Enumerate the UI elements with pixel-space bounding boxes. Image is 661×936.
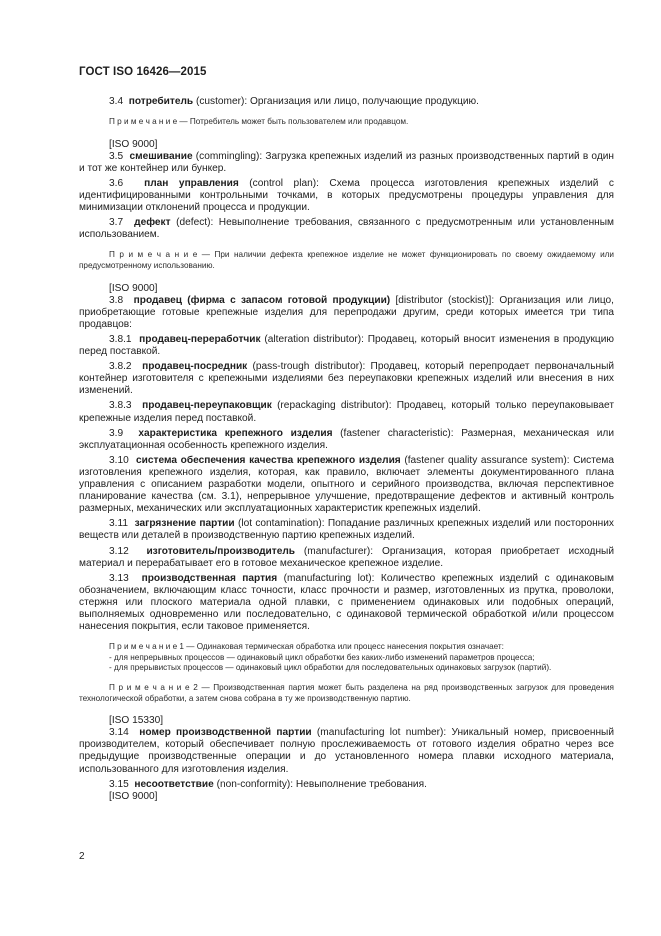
term-definition: (alteration distributor): Продавец, который вносит изменения в продукцию перед поставкой. [79, 334, 614, 358]
term-number: 3.14 [109, 727, 129, 739]
term-3-8-2 [79, 361, 614, 397]
reference: [ISO 9000] [109, 282, 158, 294]
term-definition: (lot contamination): Попадание различных крепежных изделий или посторонних веществ или деталей в производственную партию крепежных изделий. [79, 518, 614, 542]
document-body [79, 96, 614, 803]
term-title: план управления [144, 177, 239, 189]
term-title: продавец-переработчик [139, 334, 261, 345]
term-definition: (manufacturing lot): Количество крепежных изделий с одинаковым обозначением, включающим класс точности, класс прочности и размер, изготовленных из прутка, проволоки, стержня или плоского материала одной плавки, с применением одинаковых или подобных операций, выполняемых одновременно или последовательно, с одинаковой термической обработкой и/или процессом нанесения покрытия, если таковое применяется. [79, 572, 614, 633]
term-3-7 [79, 217, 614, 241]
term-title: система обеспечения качества крепежного изделия [136, 454, 401, 466]
term-definition: (defect): Невыполнение требования, связанного с предусмотренным или установленным использованием. [79, 217, 614, 241]
term-definition: (fastener quality assurance system): Система изготовления крепежного изделия, которая, как правило, включает элементы документированного плана управления с описанием разработки модели, опытного и серийного производства, включая перспективное планирование качества (см. 3.1), непрерывное улучшение, предотвращение дефектов и активный контроль размерных, механических или эксплуатационных характеристик крепежных изделий. [79, 454, 614, 515]
term-title: изготовитель/производитель [146, 545, 296, 557]
term-number: 3.8.3 [109, 400, 132, 412]
term-title: загрязнение партии [134, 518, 235, 530]
term-3-12 [79, 546, 614, 570]
term-title: продавец-посредник [142, 361, 248, 373]
term-3-8-1 [79, 334, 614, 358]
term-title: номер производственной партии [139, 727, 312, 739]
term-3-9 [79, 428, 614, 452]
term-definition: (non-conformity): Невыполнение требования. [213, 778, 427, 790]
term-3-10 [79, 455, 614, 515]
term-definition: (manufacturing lot number): Уникальный номер, присвоенный производителем, который обеспечивает полную прослеживаемость от готового изделия обратно через все предыдущие производственные операции и до установленного номера плавки исходного материала, использованного для изготовления изделия. [79, 727, 614, 775]
term-3-4 [79, 96, 614, 108]
term-number: 3.8 [109, 294, 124, 306]
term-3-8-3 [79, 400, 614, 424]
term-definition: (commingling): Загрузка крепежных изделий из разных производственных партий в один и тот же контейнер или бункер. [79, 150, 614, 174]
term-definition: (customer): Организация или лицо, получающие продукцию. [193, 96, 479, 107]
term-title: продавец (фирма с запасом готовой продукции) [133, 294, 391, 306]
note-3-4: П р и м е ч а н и е — Потребитель может быть пользователем или продавцом. [109, 117, 409, 127]
term-title: несоответствие [134, 778, 214, 790]
term-title: продавец-переупаковщик [142, 400, 272, 412]
term-number: 3.8.2 [109, 361, 132, 373]
note-3-13-1-item: - для прерывистых процессов — одинаковый цикл обработки для последовательных одинаковых загрузок (партий). [109, 663, 552, 673]
term-definition: (fastener characteristic): Размерная, механическая или эксплуатационная особенность крепежного изделия. [79, 427, 614, 451]
term-number: 3.11 [109, 518, 128, 530]
term-title: характеристика крепежного изделия [138, 427, 333, 439]
note-3-13-2: П р и м е ч а н и е 2 — Производственная партия может быть разделена на ряд производственных загрузок для проведения технологической обработки, а затем снова собрана в ту же производственную партию. [79, 682, 614, 703]
term-number: 3.6 [109, 177, 124, 189]
reference: [ISO 9000] [109, 138, 158, 150]
term-definition: (manufacturer): Организация, которая приобретает исходный материал и перерабатывает его в готовое механическое крепежное изделие. [79, 545, 614, 569]
term-number: 3.7 [109, 217, 124, 229]
term-number: 3.4 [109, 96, 124, 107]
term-title: потребитель [128, 96, 194, 107]
term-3-15 [79, 779, 614, 791]
term-3-5 [79, 151, 614, 175]
page-number: 2 [79, 851, 85, 862]
term-number: 3.9 [109, 427, 124, 439]
note-3-13-1: П р и м е ч а н и е 1 — Одинаковая термическая обработка или процесс нанесения покрытия означает: [109, 642, 504, 652]
term-title: дефект [134, 217, 171, 229]
term-title: смешивание [129, 150, 193, 162]
term-title: производственная партия [141, 572, 278, 584]
term-definition: [distributor (stockist)]: Организация или лицо, приобретающие готовые крепежные изделия для перепродажи другим, среди которых имеется три типа продавцов: [79, 294, 614, 330]
term-definition: (pass-trough distributor): Продавец, который перепродает первоначальный контейнер изготовителя с крепежными изделиями без переупаковки крепежных изделий или внесения в них изменений. [79, 361, 614, 397]
note-3-13-1-item: - для непрерывных процессов — одинаковый цикл обработки без каких-либо изменений параметров процесса; [109, 652, 535, 662]
term-definition: (control plan): Схема процесса изготовления крепежных изделий с идентифицированными контрольными точками, в которых предусмотрены процедуры управления для минимизации отклонений процесса и продукции. [79, 177, 614, 214]
term-number: 3.12 [109, 545, 129, 557]
reference: [ISO 15330] [109, 715, 164, 727]
term-number: 3.15 [109, 778, 129, 790]
term-3-14 [79, 727, 614, 775]
term-definition: (repackaging distributor): Продавец, который только переупаковывает крепежные изделия перед поставкой. [79, 400, 614, 424]
term-number: 3.10 [109, 454, 129, 466]
term-number: 3.5 [109, 150, 124, 162]
term-3-11 [79, 518, 614, 542]
reference: [ISO 9000] [109, 790, 158, 802]
document-header: ГОСТ ISO 16426—2015 [79, 66, 207, 78]
term-3-13 [79, 573, 614, 633]
term-number: 3.13 [109, 572, 129, 584]
term-number: 3.8.1 [109, 334, 132, 345]
term-3-6 [79, 178, 614, 214]
note-3-7: П р и м е ч а н и е — При наличии дефекта крепежное изделие не может функционировать по своему ожидаемому или предусмотренному использованию. [79, 250, 614, 271]
term-3-8 [79, 295, 614, 331]
